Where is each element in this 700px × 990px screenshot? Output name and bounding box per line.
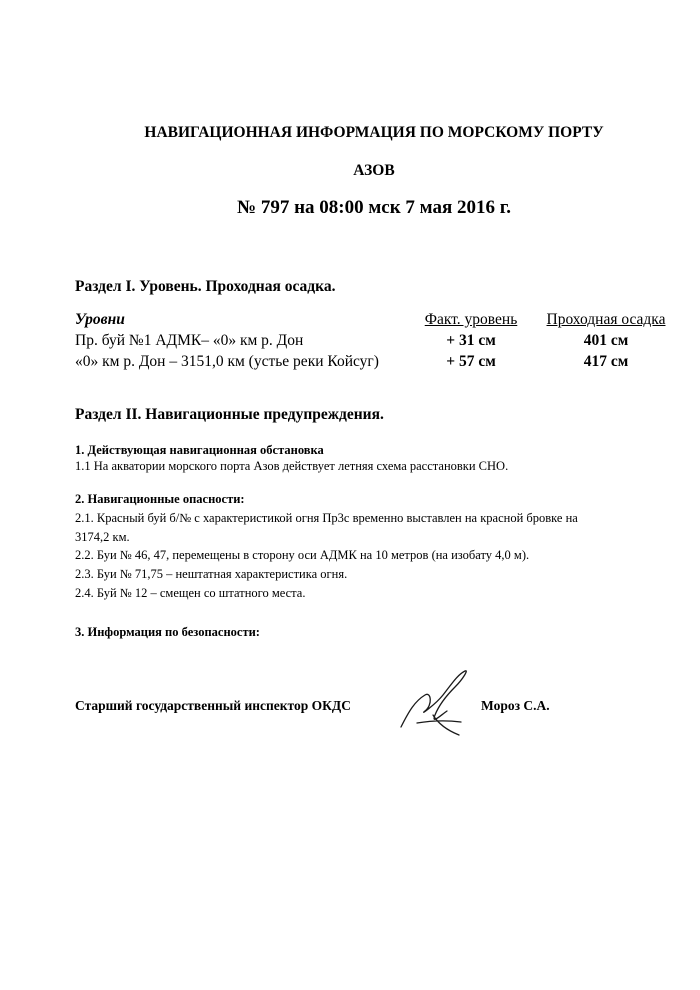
subsection-hazards: 2. Навигационные опасности: <box>75 492 245 506</box>
table-row <box>75 353 671 374</box>
notice-line: 2.2. Буи № 46, 47, перемещены в сторону оси АДМК на 10 метров (на изобату 4,0 м). <box>75 548 530 562</box>
level-draft: 401 см <box>583 332 629 349</box>
level-fact: + 31 см <box>446 332 496 349</box>
subsection-current-situation: 1. Действующая навигационная обстановка <box>75 443 324 457</box>
report-number-date: № 797 на 08:00 мск 7 мая 2016 г. <box>236 197 511 218</box>
level-name: «0» км р. Дон – 3151,0 км (устье реки Койсуг) <box>75 353 379 370</box>
port-name: АЗОВ <box>353 162 395 179</box>
table-row <box>75 332 671 353</box>
signatory-name: Мороз С.А. <box>481 698 550 713</box>
notice-line: 3174,2 км. <box>75 530 130 544</box>
subsection-safety: 3. Информация по безопасности: <box>75 625 260 639</box>
col-levels-header: Уровни <box>75 311 125 328</box>
levels-table <box>75 311 671 374</box>
notice-line: 2.3. Буи № 71,75 – нештатная характеристика огня. <box>75 567 348 581</box>
levels-table-header <box>75 311 671 332</box>
level-draft: 417 см <box>583 353 629 370</box>
handwritten-signature <box>395 665 475 740</box>
notice-line: 2.4. Буй № 12 – смещен со штатного места. <box>75 586 306 600</box>
col-fact-header: Факт. уровень <box>424 311 518 328</box>
section2-heading: Раздел II. Навигационные предупреждения. <box>75 406 384 423</box>
document-title: НАВИГАЦИОННАЯ ИНФОРМАЦИЯ ПО МОРСКОМУ ПОРТУ <box>144 124 604 141</box>
level-fact: + 57 см <box>446 353 496 370</box>
notice-line: 1.1 На акватории морского порта Азов действует летняя схема расстановки СНО. <box>75 459 509 473</box>
section1-heading: Раздел I. Уровень. Проходная осадка. <box>75 278 336 295</box>
level-name: Пр. буй №1 АДМК– «0» км р. Дон <box>75 332 304 349</box>
signatory-position: Старший государственный инспектор ОКДС <box>75 698 351 713</box>
col-draft-header: Проходная осадка <box>546 311 666 328</box>
notice-line: 2.1. Красный буй б/№ с характеристикой огня Пр3с временно выставлен на красной бровке на <box>75 511 578 525</box>
